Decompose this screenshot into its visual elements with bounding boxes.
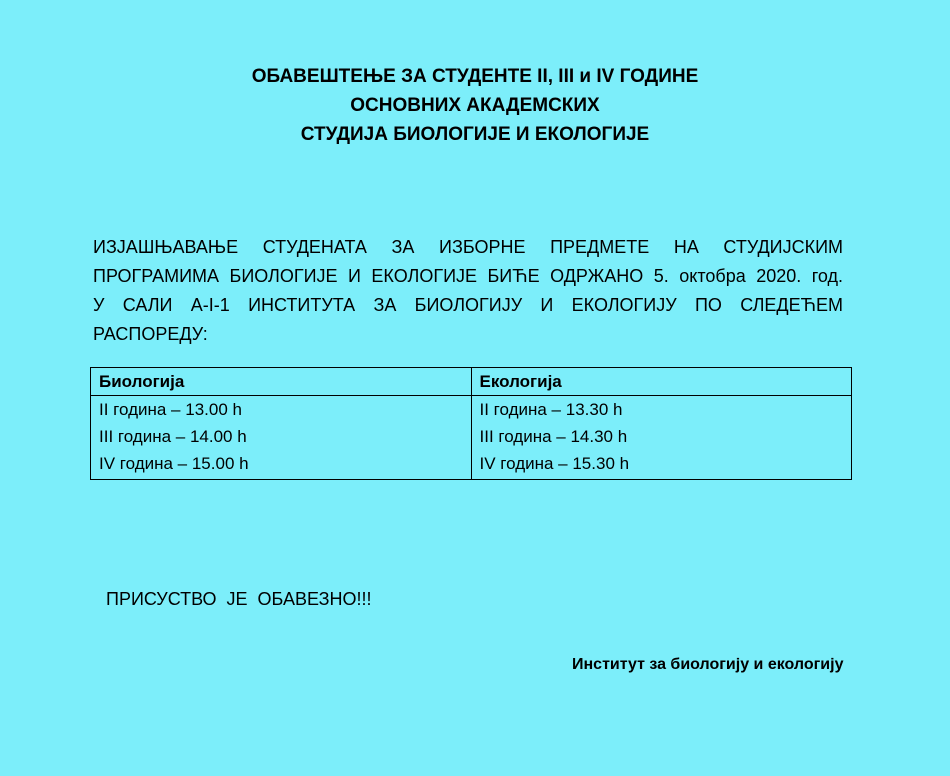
table-cell: III година – 14.30 h: [471, 423, 852, 450]
table-cell: IV година – 15.30 h: [471, 450, 852, 480]
title-line-3: СТУДИЈА БИОЛОГИЈЕ И ЕКОЛОГИЈЕ: [300, 124, 650, 145]
body-line-2: ПРОГРАМИМА БИОЛОГИЈЕ И ЕКОЛОГИЈЕ БИЋЕ ОДРЖАНО 5. октобра 2020. год.: [93, 266, 843, 286]
header-ecology: Екологија: [471, 368, 852, 396]
notice-title: [0, 62, 950, 149]
table-row: [91, 423, 852, 450]
table-cell: II година – 13.00 h: [91, 396, 472, 424]
header-biology: Биологија: [91, 368, 472, 396]
schedule-table: [90, 367, 852, 480]
table-cell: III година – 14.00 h: [91, 423, 472, 450]
title-line-2: ОСНОВНИХ АКАДЕМСКИХ: [350, 95, 600, 116]
signature: Институт за биологију и екологију: [572, 656, 844, 673]
body-line-3: У САЛИ А-I-1 ИНСТИТУТА ЗА БИОЛОГИЈУ И ЕКОЛОГИЈУ ПО СЛЕДЕЋЕМ: [93, 295, 843, 315]
notice-body: [93, 233, 843, 349]
body-line-1: ИЗЈАШЊАВАЊЕ СТУДЕНАТА ЗА ИЗБОРНЕ ПРЕДМЕТЕ НА СТУДИЈСКИМ: [93, 237, 843, 257]
body-line-4: РАСПОРЕДУ:: [93, 324, 208, 344]
table-row: [91, 396, 852, 424]
table-cell: IV година – 15.00 h: [91, 450, 472, 480]
table-header-row: [91, 368, 852, 396]
table-row: [91, 450, 852, 480]
mandatory-notice: ПРИСУСТВО ЈЕ ОБАВЕЗНО!!!: [106, 589, 372, 609]
title-line-1: ОБАВЕШТЕЊЕ ЗА СТУДЕНТЕ II, III и IV ГОДИНЕ: [251, 66, 699, 87]
table-cell: II година – 13.30 h: [471, 396, 852, 424]
